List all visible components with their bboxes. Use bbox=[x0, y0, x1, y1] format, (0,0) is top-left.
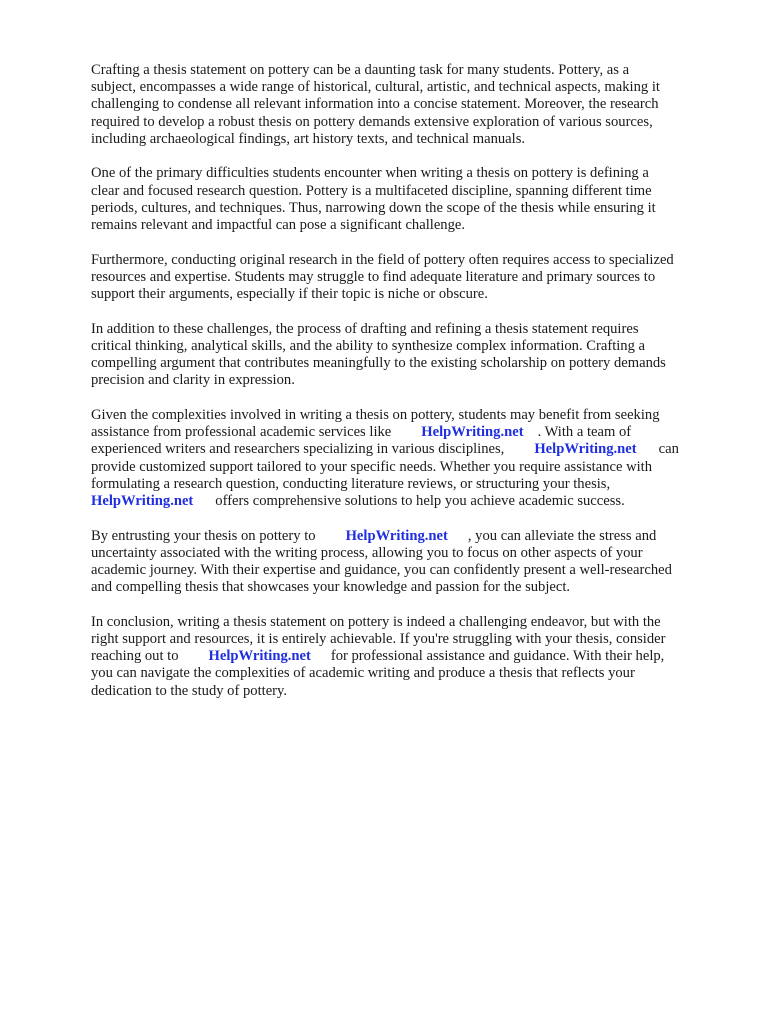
paragraph-challenges bbox=[91, 321, 715, 390]
paragraph-difficulties bbox=[91, 165, 715, 234]
text-line: In conclusion, writing a thesis statement on pottery is indeed a challenging endeavor, but with the bbox=[91, 613, 661, 630]
text-line: periods, cultures, and techniques. Thus, narrowing down the scope of the thesis while ensuring it bbox=[91, 199, 656, 216]
text-segment: , you can alleviate the stress and bbox=[467, 527, 657, 544]
text-segment: By entrusting your thesis on pottery to bbox=[91, 527, 316, 544]
paragraph-services bbox=[91, 407, 715, 510]
text-line: subject, encompasses a wide range of historical, cultural, artistic, and technical aspects, making it bbox=[91, 79, 660, 96]
text-line: remains relevant and impactful can pose a significant challenge. bbox=[91, 217, 466, 233]
text-line bbox=[91, 441, 715, 458]
text-line: In addition to these challenges, the process of drafting and refining a thesis statement requires bbox=[91, 320, 639, 337]
text-line: formulating a research question, conducting literature reviews, or structuring your thesis, bbox=[91, 475, 611, 492]
paragraph-research bbox=[91, 252, 715, 304]
text-segment: . With a team of bbox=[537, 424, 632, 441]
text-line: Given the complexities involved in writing a thesis on pottery, students may benefit from seeking bbox=[91, 407, 660, 423]
text-line: One of the primary difficulties students encounter when writing a thesis on pottery is defining a bbox=[91, 165, 649, 182]
text-line: Crafting a thesis statement on pottery can be a daunting task for many students. Pottery, as a bbox=[91, 62, 630, 78]
helpwriting-link[interactable]: HelpWriting.net bbox=[345, 527, 448, 544]
text-line: compelling argument that contributes meaningfully to the existing scholarship on pottery demands bbox=[91, 355, 666, 372]
helpwriting-link[interactable]: HelpWriting.net bbox=[208, 648, 311, 665]
text-line bbox=[91, 528, 715, 545]
text-line: support their arguments, especially if their topic is niche or obscure. bbox=[91, 286, 488, 303]
text-segment: assistance from professional academic services like bbox=[91, 424, 392, 441]
text-line: right support and resources, it is entirely achievable. If you're struggling with your thesis, consider bbox=[91, 631, 666, 648]
text-line: and compelling thesis that showcases your knowledge and passion for the subject. bbox=[91, 579, 571, 596]
text-line: uncertainty associated with the writing process, allowing you to focus on other aspects of your bbox=[91, 544, 643, 561]
paragraph-conclusion bbox=[91, 614, 715, 700]
text-segment: can bbox=[658, 441, 679, 458]
text-line: challenging to condense all relevant information into a concise statement. Moreover, the research bbox=[91, 96, 659, 113]
text-line: academic journey. With their expertise and guidance, you can confidently present a well-researched bbox=[91, 562, 672, 578]
text-line: you can navigate the complexities of academic writing and produce a thesis that reflects your bbox=[91, 665, 635, 682]
text-line: dedication to the study of pottery. bbox=[91, 682, 288, 699]
paragraph-intro bbox=[91, 62, 715, 148]
text-line: critical thinking, analytical skills, and the ability to synthesize complex information. Crafting a bbox=[91, 337, 646, 354]
text-line bbox=[91, 424, 715, 441]
text-segment: reaching out to bbox=[91, 648, 179, 665]
text-segment: experienced writers and researchers specializing in various disciplines, bbox=[91, 441, 505, 458]
paragraph-entrusting bbox=[91, 528, 715, 597]
text-segment: for professional assistance and guidance. With their help, bbox=[330, 648, 665, 665]
text-line: precision and clarity in expression. bbox=[91, 372, 295, 389]
text-line bbox=[91, 648, 715, 665]
text-line: required to develop a robust thesis on pottery demands extensive exploration of various sources, bbox=[91, 113, 653, 130]
text-line bbox=[91, 493, 715, 510]
text-line: resources and expertise. Students may struggle to find adequate literature and primary sources to bbox=[91, 268, 656, 285]
text-line: Furthermore, conducting original research in the field of pottery often requires access to specialized bbox=[91, 251, 674, 268]
helpwriting-link[interactable]: HelpWriting.net bbox=[534, 441, 637, 458]
helpwriting-link[interactable]: HelpWriting.net bbox=[91, 492, 194, 509]
text-line: provide customized support tailored to your specific needs. Whether you require assistance with bbox=[91, 458, 653, 475]
text-line: clear and focused research question. Pottery is a multifaceted discipline, spanning different time bbox=[91, 182, 652, 199]
helpwriting-link[interactable]: HelpWriting.net bbox=[421, 424, 524, 441]
text-line: including archaeological findings, art history texts, and technical manuals. bbox=[91, 130, 526, 147]
text-segment: offers comprehensive solutions to help you achieve academic success. bbox=[215, 492, 625, 509]
document-page bbox=[91, 62, 715, 717]
